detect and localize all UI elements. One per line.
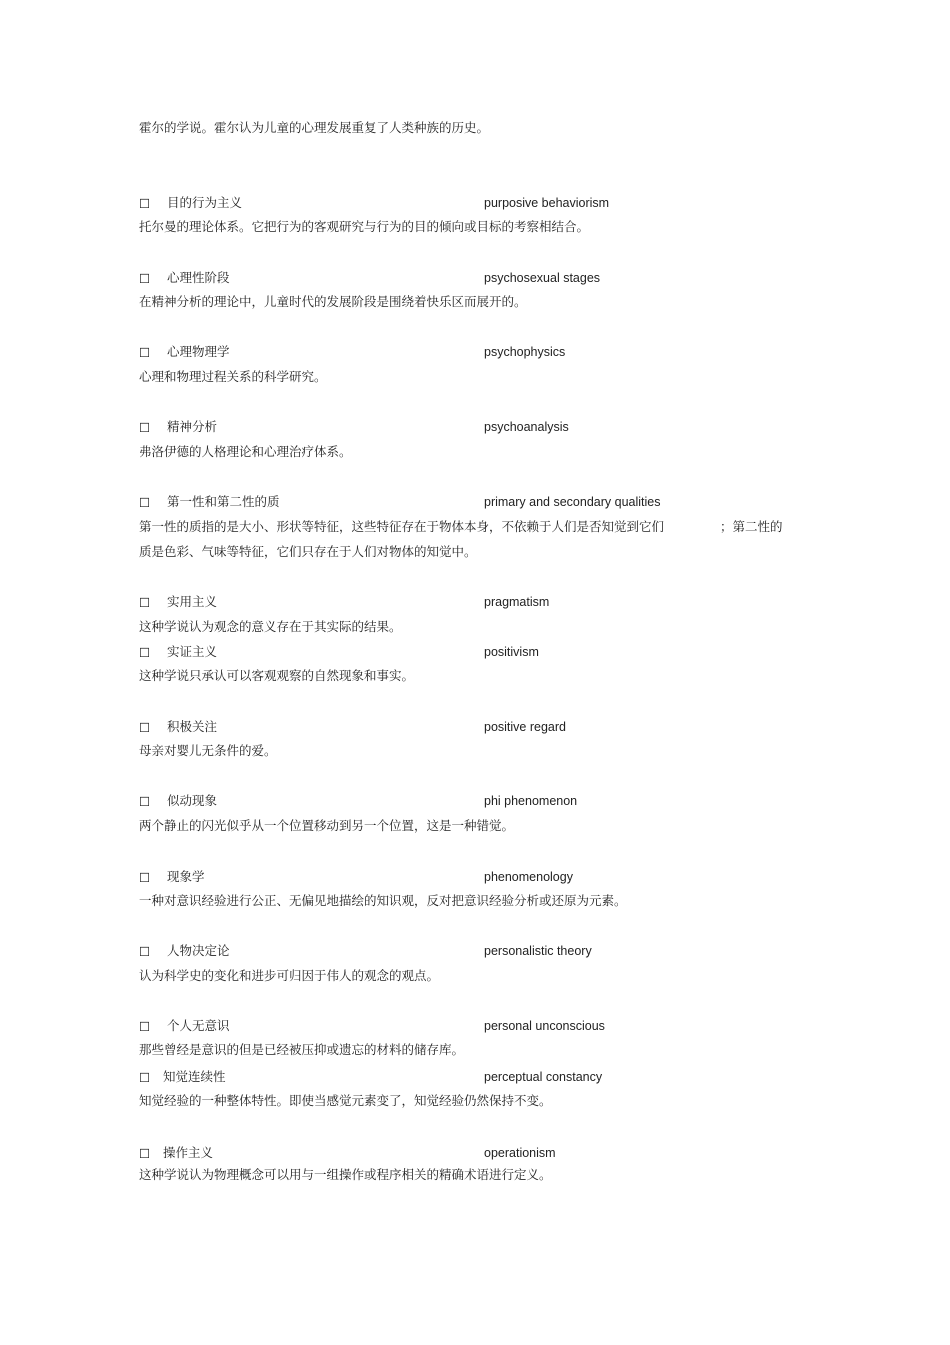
term-definition: 托尔曼的理论体系。它把行为的客观研究与行为的目的倾向或目标的考察相结合。 <box>139 219 590 234</box>
term-definition: 一种对意识经验进行公正、无偏见地描绘的知识观，反对把意识经验分析或还原为元素。 <box>139 893 627 908</box>
term-english: purposive behaviorism <box>484 196 610 210</box>
term-definition: 在精神分析的理论中，儿童时代的发展阶段是围绕着快乐区而展开的。 <box>139 294 527 309</box>
term-row <box>139 719 839 735</box>
definition-part-b: ；第二性的 <box>720 519 783 534</box>
term-english: primary and secondary qualities <box>484 495 661 509</box>
term-definition-line-2: 质是色彩、气味等特征，它们只存在于人们对物体的知觉中。 <box>139 544 477 559</box>
checkbox-icon: ☐ <box>139 1070 151 1085</box>
term-english: personal unconscious <box>484 1019 605 1033</box>
term-english: personalistic theory <box>484 944 592 958</box>
term-row <box>139 869 839 885</box>
checkbox-icon: ☐ <box>139 1019 151 1034</box>
term-english: positivism <box>484 645 539 659</box>
definition-part-a: 第一性的质指的是大小、形状等特征，这些特征存在于物体本身，不依赖于人们是否知觉到它们 <box>139 519 665 534</box>
term-chinese: 实证主义 <box>167 644 218 659</box>
term-chinese: 心理性阶段 <box>167 270 230 285</box>
term-chinese: 似动现象 <box>167 793 218 808</box>
term-row <box>139 419 839 435</box>
term-english: psychoanalysis <box>484 420 569 434</box>
term-row <box>139 344 839 360</box>
checkbox-icon: ☐ <box>139 794 151 809</box>
term-english: phi phenomenon <box>484 794 578 808</box>
checkbox-icon: ☐ <box>139 495 151 510</box>
checkbox-icon: ☐ <box>139 420 151 435</box>
checkbox-icon: ☐ <box>139 271 151 286</box>
term-row <box>139 793 839 809</box>
term-chinese: 精神分析 <box>167 419 218 434</box>
term-definition: 心理和物理过程关系的科学研究。 <box>139 369 327 384</box>
checkbox-icon: ☐ <box>139 345 151 360</box>
term-row <box>139 943 839 959</box>
checkbox-icon: ☐ <box>139 720 151 735</box>
term-definition-line-1 <box>139 514 783 539</box>
term-definition: 那些曾经是意识的但是已经被压抑或遗忘的材料的储存库。 <box>139 1042 465 1057</box>
term-chinese: 第一性和第二性的质 <box>167 494 280 509</box>
term-definition: 两个静止的闪光似乎从一个位置移动到另一个位置，这是一种错觉。 <box>139 818 515 833</box>
term-english: psychosexual stages <box>484 271 601 285</box>
intro-text: 霍尔的学说。霍尔认为儿童的心理发展重复了人类种族的历史。 <box>139 120 490 135</box>
term-row <box>139 1018 839 1034</box>
term-chinese: 积极关注 <box>167 719 218 734</box>
term-definition: 弗洛伊德的人格理论和心理治疗体系。 <box>139 444 352 459</box>
term-chinese: 实用主义 <box>167 594 218 609</box>
term-chinese: 心理物理学 <box>167 344 230 359</box>
term-english: perceptual constancy <box>484 1070 603 1084</box>
term-row <box>139 594 839 610</box>
term-definition: 母亲对婴儿无条件的爱。 <box>139 743 277 758</box>
term-english: psychophysics <box>484 345 566 359</box>
term-definition: 这种学说认为观念的意义存在于其实际的结果。 <box>139 619 402 634</box>
term-definition: 这种学说只承认可以客观观察的自然现象和事实。 <box>139 668 415 683</box>
checkbox-icon: ☐ <box>139 944 151 959</box>
checkbox-icon: ☐ <box>139 196 151 211</box>
term-chinese: 个人无意识 <box>167 1018 230 1033</box>
term-row <box>139 1069 839 1085</box>
checkbox-icon: ☐ <box>139 1146 151 1161</box>
term-definition: 这种学说认为物理概念可以用与一组操作或程序相关的精确术语进行定义。 <box>139 1167 552 1182</box>
term-chinese: 目的行为主义 <box>167 195 243 210</box>
term-chinese: 现象学 <box>167 869 205 884</box>
term-row <box>139 1145 839 1161</box>
term-row <box>139 644 839 660</box>
checkbox-icon: ☐ <box>139 645 151 660</box>
term-english: positive regard <box>484 720 566 734</box>
term-chinese: 知觉连续性 <box>163 1069 226 1084</box>
term-definition: 认为科学史的变化和进步可归因于伟人的观念的观点。 <box>139 968 440 983</box>
checkbox-icon: ☐ <box>139 595 151 610</box>
term-row <box>139 270 839 286</box>
term-chinese: 操作主义 <box>163 1145 214 1160</box>
checkbox-icon: ☐ <box>139 870 151 885</box>
term-english: phenomenology <box>484 870 573 884</box>
term-row <box>139 195 839 211</box>
term-chinese: 人物决定论 <box>167 943 230 958</box>
term-english: operationism <box>484 1146 556 1160</box>
term-definition: 知觉经验的一种整体特性。即使当感觉元素变了，知觉经验仍然保持不变。 <box>139 1093 552 1108</box>
term-row <box>139 494 839 510</box>
term-english: pragmatism <box>484 595 550 609</box>
